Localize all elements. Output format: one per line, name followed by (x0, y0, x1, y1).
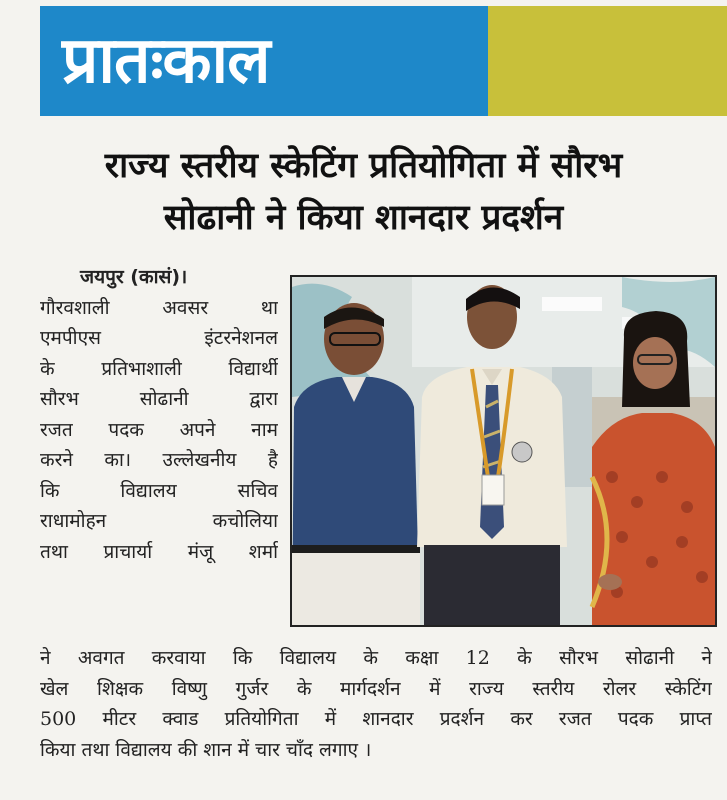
article-line: किया तथा विद्यालय की शान में चार चाँद लगाए । (40, 738, 372, 761)
headline-line-2: सोढानी ने किया शानदार प्रदर्शन (163, 198, 564, 238)
article-line: राधामोहन कचोलिया (40, 510, 278, 532)
masthead (40, 6, 727, 116)
article-line (40, 262, 278, 293)
article-line: एमपीएस इंटरनेशनल (40, 327, 278, 349)
article-line: सौरभ सोढानी द्वारा (40, 388, 278, 410)
headline (20, 140, 707, 244)
photo-illustration (292, 277, 715, 625)
article-line: तथा प्राचार्या मंजू शर्मा (40, 540, 278, 563)
article-line: 500 मीटर क्वाड प्रतियोगिता में शानदार प्रदर्शन कर रजत पदक प्राप्त (40, 708, 712, 730)
article-column (40, 262, 278, 567)
article-line: ने अवगत करवाया कि विद्यालय के कक्षा 12 के सौरभ सोढानी ने (40, 647, 712, 669)
article-line: खेल शिक्षक विष्णु गुर्जर के मार्गदर्शन में राज्य स्तरीय रोलर स्केटिंग (40, 677, 712, 700)
headline-line-1: राज्य स्तरीय स्केटिंग प्रतियोगिता में सौरभ (104, 146, 623, 186)
article-line: करने का। उल्लेखनीय है (40, 449, 278, 471)
dateline: जयपुर (कासं)। (80, 266, 188, 288)
article-line: के प्रतिभाशाली विद्यार्थी (40, 357, 278, 380)
article-line: रजत पदक अपने नाम (40, 418, 278, 441)
article-continuation (40, 643, 712, 765)
masthead-yellow-panel (488, 6, 727, 116)
masthead-title-panel (40, 6, 488, 116)
article-line: गौरवशाली अवसर था (40, 296, 278, 319)
newspaper-logo: प्रातःकाल (62, 24, 270, 98)
article-photo (290, 275, 717, 627)
article-line: कि विद्यालय सचिव (40, 479, 278, 502)
